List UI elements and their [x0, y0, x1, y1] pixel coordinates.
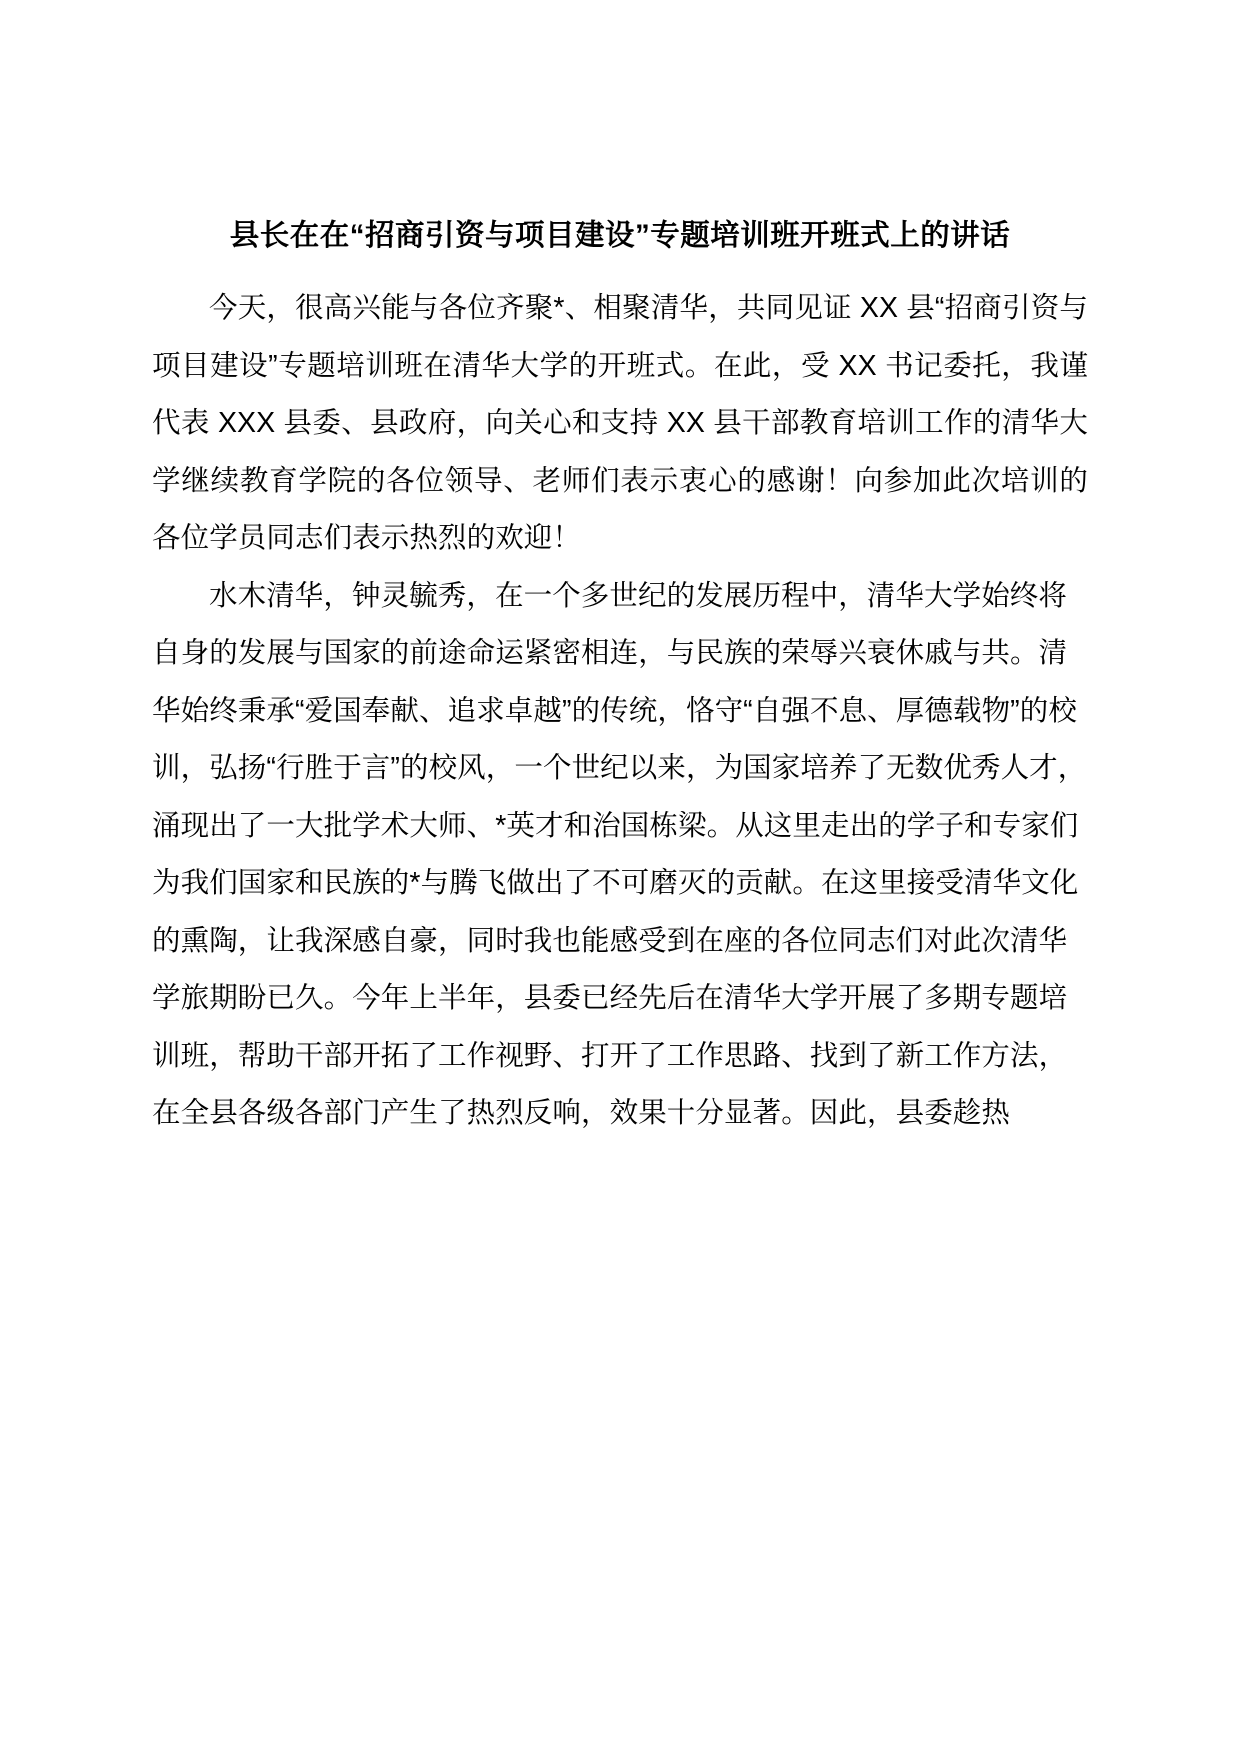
document-content [152, 214, 1088, 1143]
document-body [152, 280, 1088, 1143]
page-title: 县长在在“招商引资与项目建设”专题培训班开班式上的讲话 [229, 219, 1011, 252]
paragraph-1: 今天，很高兴能与各位齐聚*、相聚清华，共同见证 XX 县“招商引资与项目建设”专题培训班在清华大学的开班式。在此，受 XX 书记委托，我谨代表 XXX 县委、县政府，向关心和支持 XX 县干部教育培训工作的清华大学继续教育学院的各位领导、老师们表示衷心的感谢！向参加此次培训的各位学员同志们表示热烈的欢迎！ [152, 292, 1088, 555]
paragraph-2: 水木清华，钟灵毓秀，在一个多世纪的发展历程中，清华大学始终将自身的发展与国家的前途命运紧密相连，与民族的荣辱兴衰休戚与共。清华始终秉承“爱国奉献、追求卓越”的传统，恪守“自强不息、厚德载物”的校训，弘扬“行胜于言”的校风，一个世纪以来，为国家培养了无数优秀人才，涌现出了一大批学术大师、*英才和治国栋梁。从这里走出的学子和专家们为我们国家和民族的*与腾飞做出了不可磨灭的贡献。在这里接受清华文化的熏陶，让我深感自豪，同时我也能感受到在座的各位同志们对此次清华学旅期盼已久。今年上半年，县委已经先后在清华大学开展了多期专题培训班，帮助干部开拓了工作视野、打开了工作思路、找到了新工作方法，在全县各级各部门产生了热烈反响，效果十分显著。因此，县委趁热 [152, 579, 1087, 1130]
